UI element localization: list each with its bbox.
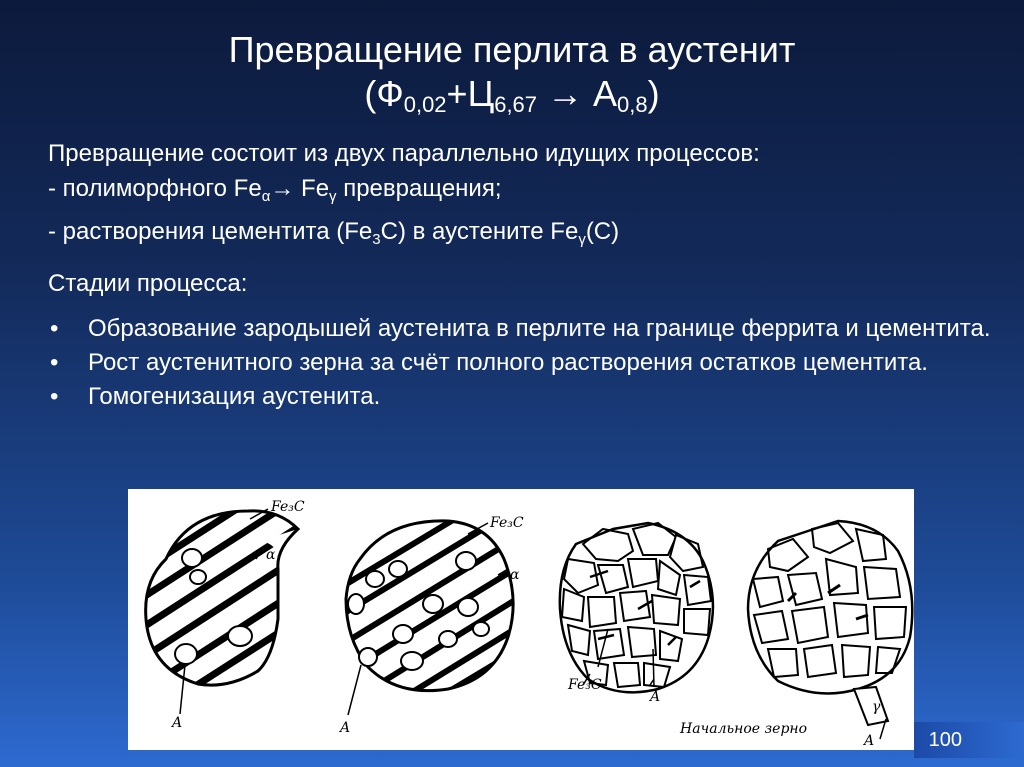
bullet-icon: • [50,315,59,342]
list-item: • Гомогенизация аустенита. [48,380,998,414]
title-line-2: $(Ф_{0,02}+Ц_{6,67} \to А_{0,8})$ [364,73,660,117]
stages-heading: Стадии процесса: [48,270,248,297]
stage-2-grain [338,499,528,715]
label-a-3: A [650,689,661,705]
slide-title [0,28,1024,127]
label-alpha-1: α [266,547,276,563]
label-a-2: A [340,720,351,736]
stage-1-grain [128,489,308,714]
page-number: 100 [928,729,962,751]
label-a-4: A [864,733,875,749]
stage-3-grain [560,523,713,692]
list-item: • Рост аустенитного зерна за счёт полного растворения остатков цементита. [48,346,998,380]
label-a-1: A [172,715,183,731]
label-fe3c-3: Fe₃C [568,677,602,693]
intro-line-2: - полиморфного $Fe_\alpha\to Fe_\gamma$ превращения; [48,175,502,205]
intro-line-1: Превращение состоит из двух параллельно идущих процессов: [48,140,760,167]
label-gamma: γ [872,699,881,715]
label-fe3c-2: Fe₃C [490,515,524,531]
title-line-1: Превращение перлита в аустенит [228,29,796,70]
microstructure-figure [128,489,914,750]
label-alpha-2: α [510,567,520,583]
stage-4-grain [748,521,912,725]
stages-list [48,312,998,414]
list-item: • Образование зародышей аустенита в перлите на границе феррита и цементита. [48,312,998,346]
label-initial-grain: Начальное зерно [680,721,808,737]
intro-text [48,136,988,257]
label-fe3c-1: Fe₃C [271,499,305,515]
bullet-icon: • [50,383,59,410]
intro-line-3: - растворения цементита $(Fe_3C)$ в аустените $Fe_\gamma(C)$ [48,218,620,248]
bullet-icon: • [50,349,59,376]
